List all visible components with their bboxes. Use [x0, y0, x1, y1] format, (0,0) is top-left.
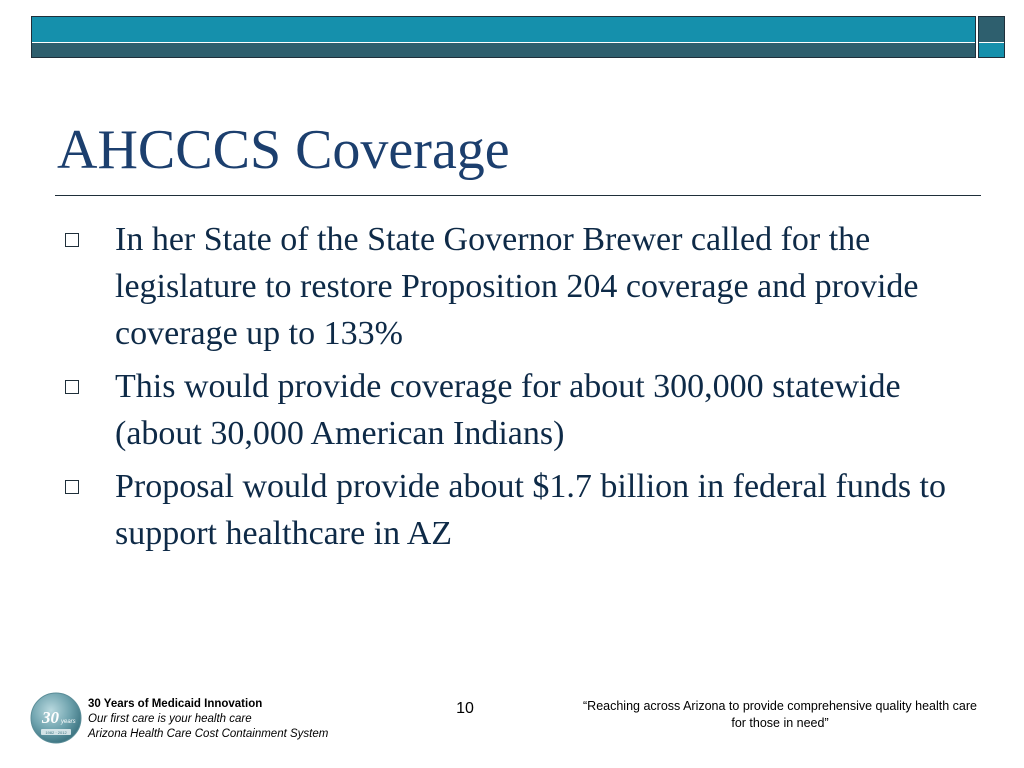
square-bullet-icon	[65, 233, 79, 247]
bullet-list	[0, 216, 1024, 563]
page-number: 10	[456, 700, 474, 717]
bullet-item	[0, 216, 965, 357]
header-band-corner	[978, 16, 1005, 58]
bullet-text: Proposal would provide about $1.7 billion in federal funds to support healthcare in AZ	[115, 468, 946, 552]
header-band	[31, 16, 976, 58]
bullet-item	[0, 363, 965, 457]
30-years-logo-icon	[30, 692, 82, 744]
header-band-corner-lower	[979, 43, 1004, 57]
square-bullet-icon	[65, 380, 79, 394]
logo-dates: 1982 · 2012	[45, 730, 67, 735]
bullet-text: This would provide coverage for about 300,000 statewide (about 30,000 American Indians)	[115, 368, 901, 452]
header-band-corner-upper	[979, 17, 1004, 42]
bullet-item	[0, 463, 965, 557]
slide-title: AHCCCS Coverage	[57, 119, 510, 181]
footer-tagline-title: 30 Years of Medicaid Innovation	[88, 698, 263, 710]
footer-tagline	[88, 697, 328, 742]
footer-tagline-subtitle: Our first care is your health care	[88, 713, 252, 725]
header-band-upper	[32, 17, 975, 42]
square-bullet-icon	[65, 480, 79, 494]
footer-tagline-org: Arizona Health Care Cost Containment System	[88, 728, 329, 740]
logo-number: 30	[42, 708, 59, 727]
logo-years: years	[61, 719, 76, 725]
header-band-lower	[32, 43, 975, 57]
bullet-text: In her State of the State Governor Brewer called for the legislature to restore Proposition 204 coverage and provide coverage up to 133%	[115, 221, 919, 352]
title-divider	[55, 195, 981, 196]
footer-quote: “Reaching across Arizona to provide comprehensive quality health care for those in need”	[583, 699, 977, 730]
